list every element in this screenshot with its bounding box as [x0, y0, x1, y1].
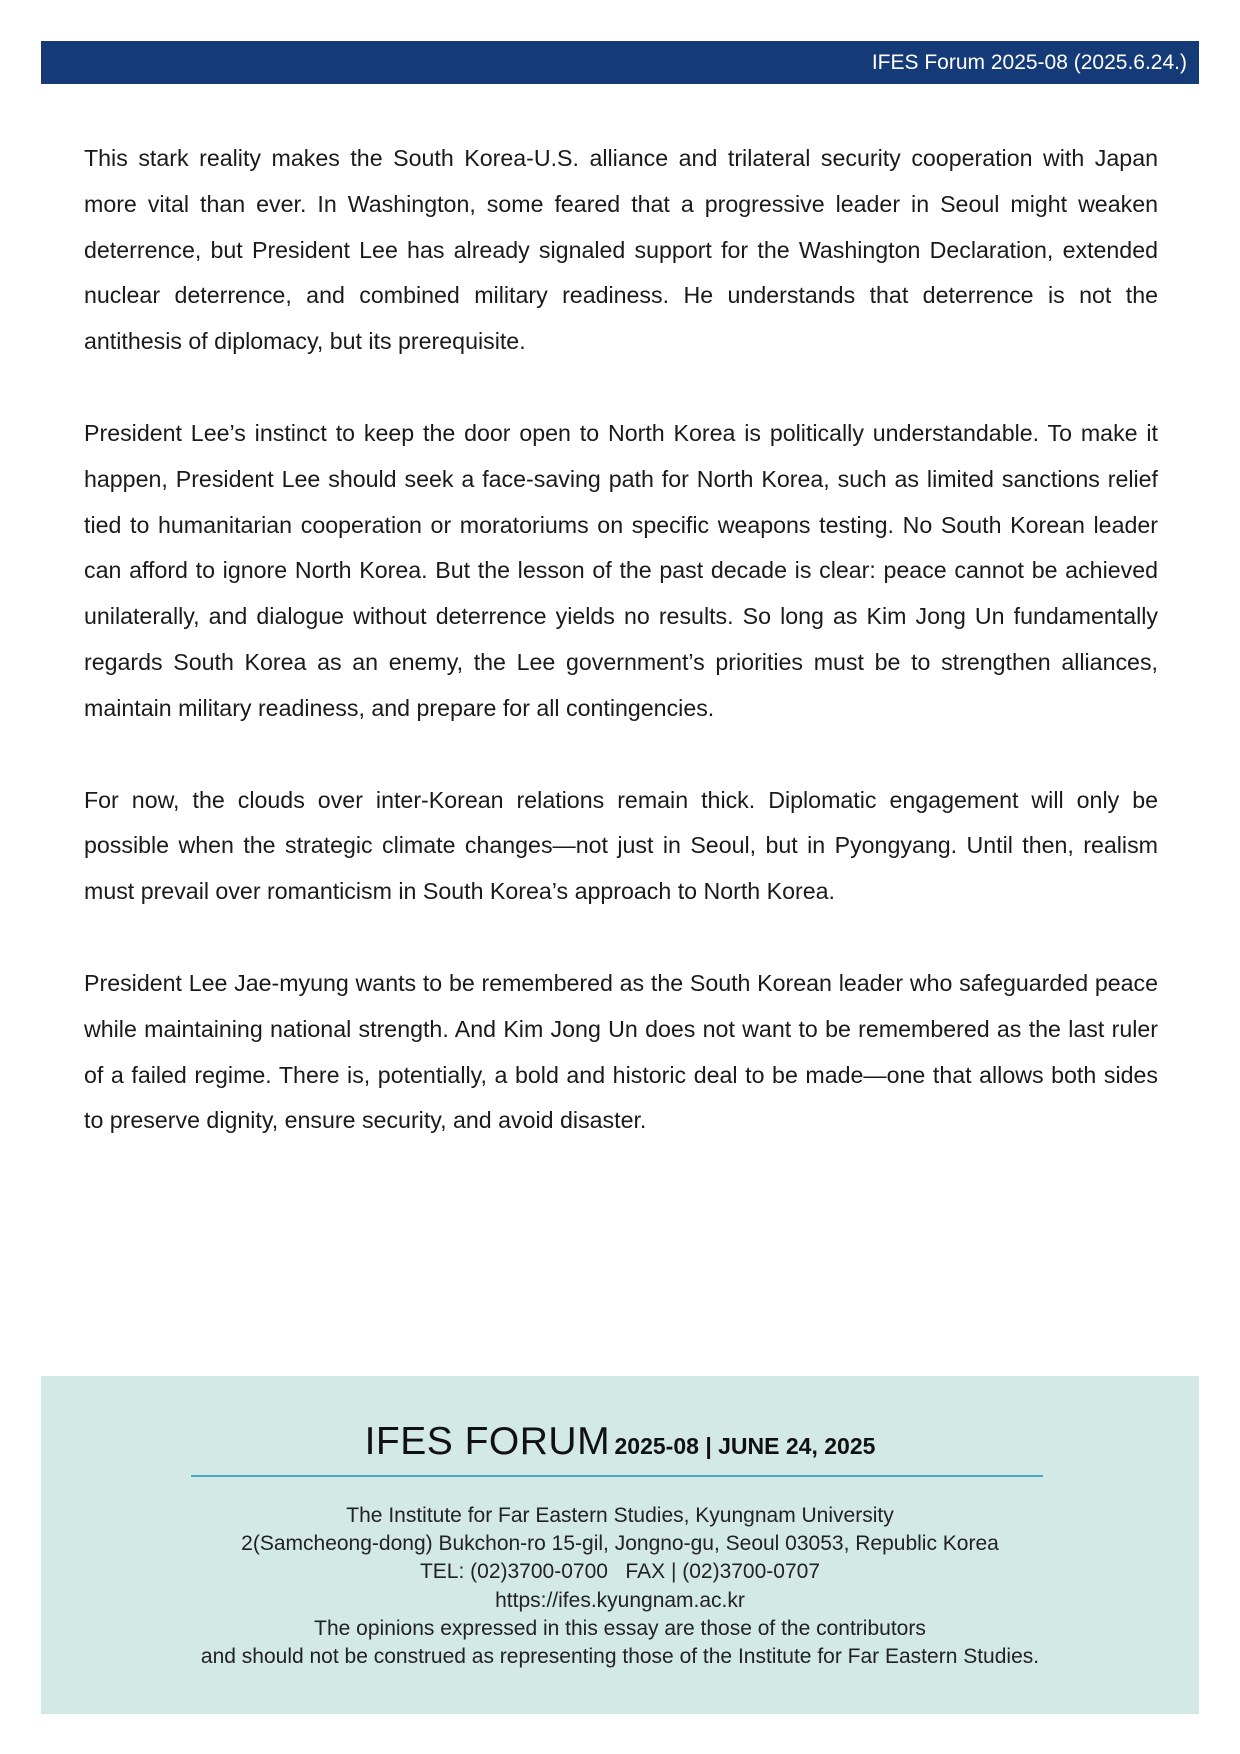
footer-info	[41, 1502, 1199, 1671]
header-label: IFES Forum 2025-08 (2025.6.24.)	[871, 50, 1187, 74]
article-body	[84, 136, 1158, 1190]
paragraph: This stark reality makes the South Korea-U.S. alliance and trilateral security cooperation with Japan more vital than ever. In Washington, some feared that a progressive leader in Seoul might weaken deterrence, but President Lee has already signaled support for the Washington Declaration, extended nuclear deterrence, and combined military readiness. He understands that deterrence is not the antithesis of diplomacy, but its prerequisite.	[84, 145, 1158, 355]
footer-title: IFES FORUM	[364, 1420, 611, 1463]
paragraph: President Lee’s instinct to keep the door open to North Korea is politically understandable. To make it happen, President Lee should seek a face-saving path for North Korea, such as limited sanctions relief tied to humanitarian cooperation or moratoriums on specific weapons testing. No South Korean leader can afford to ignore North Korea. But the lesson of the past decade is clear: peace cannot be achieved unilaterally, and dialogue without deterrence yields no results. So long as Kim Jong Un fundamentally regards South Korea as an enemy, the Lee government’s priorities must be to strengthen alliances, maintain military readiness, and prepare for all contingencies.	[84, 419, 1158, 721]
footer-address: 2(Samcheong-dong) Bukchon-ro 15-gil, Jongno-gu, Seoul 03053, Republic Korea	[241, 1532, 999, 1556]
paragraph: President Lee Jae-myung wants to be remembered as the South Korean leader who safeguarded peace while maintaining national strength. And Kim Jong Un does not want to be remembered as the last ruler of a failed regime. There is, potentially, a bold and historic deal to be made—one that allows both sides to preserve dignity, ensure security, and avoid disaster.	[84, 969, 1158, 1134]
footer-website[interactable]: https://ifes.kyungnam.ac.kr	[495, 1588, 745, 1612]
footer-divider	[191, 1475, 1043, 1477]
footer-subtitle: 2025-08 | JUNE 24, 2025	[614, 1433, 876, 1459]
paragraph: For now, the clouds over inter-Korean relations remain thick. Diplomatic engagement will only be possible when the strategic climate changes—not just in Seoul, but in Pyongyang. Until then, realism must prevail over romanticism in South Korea’s approach to North Korea.	[84, 786, 1158, 905]
footer-box	[41, 1376, 1199, 1714]
footer-disclaimer-1: The opinions expressed in this essay are those of the contributors	[314, 1616, 926, 1640]
header-bar	[41, 41, 1199, 84]
footer-institute: The Institute for Far Eastern Studies, Kyungnam University	[346, 1504, 894, 1527]
footer-contact: TEL: (02)3700-0700 FAX | (02)3700-0707	[419, 1560, 821, 1584]
footer-heading	[41, 1420, 1199, 1464]
footer-disclaimer-2: and should not be construed as representing those of the Institute for Far Eastern Studies.	[200, 1645, 1040, 1669]
